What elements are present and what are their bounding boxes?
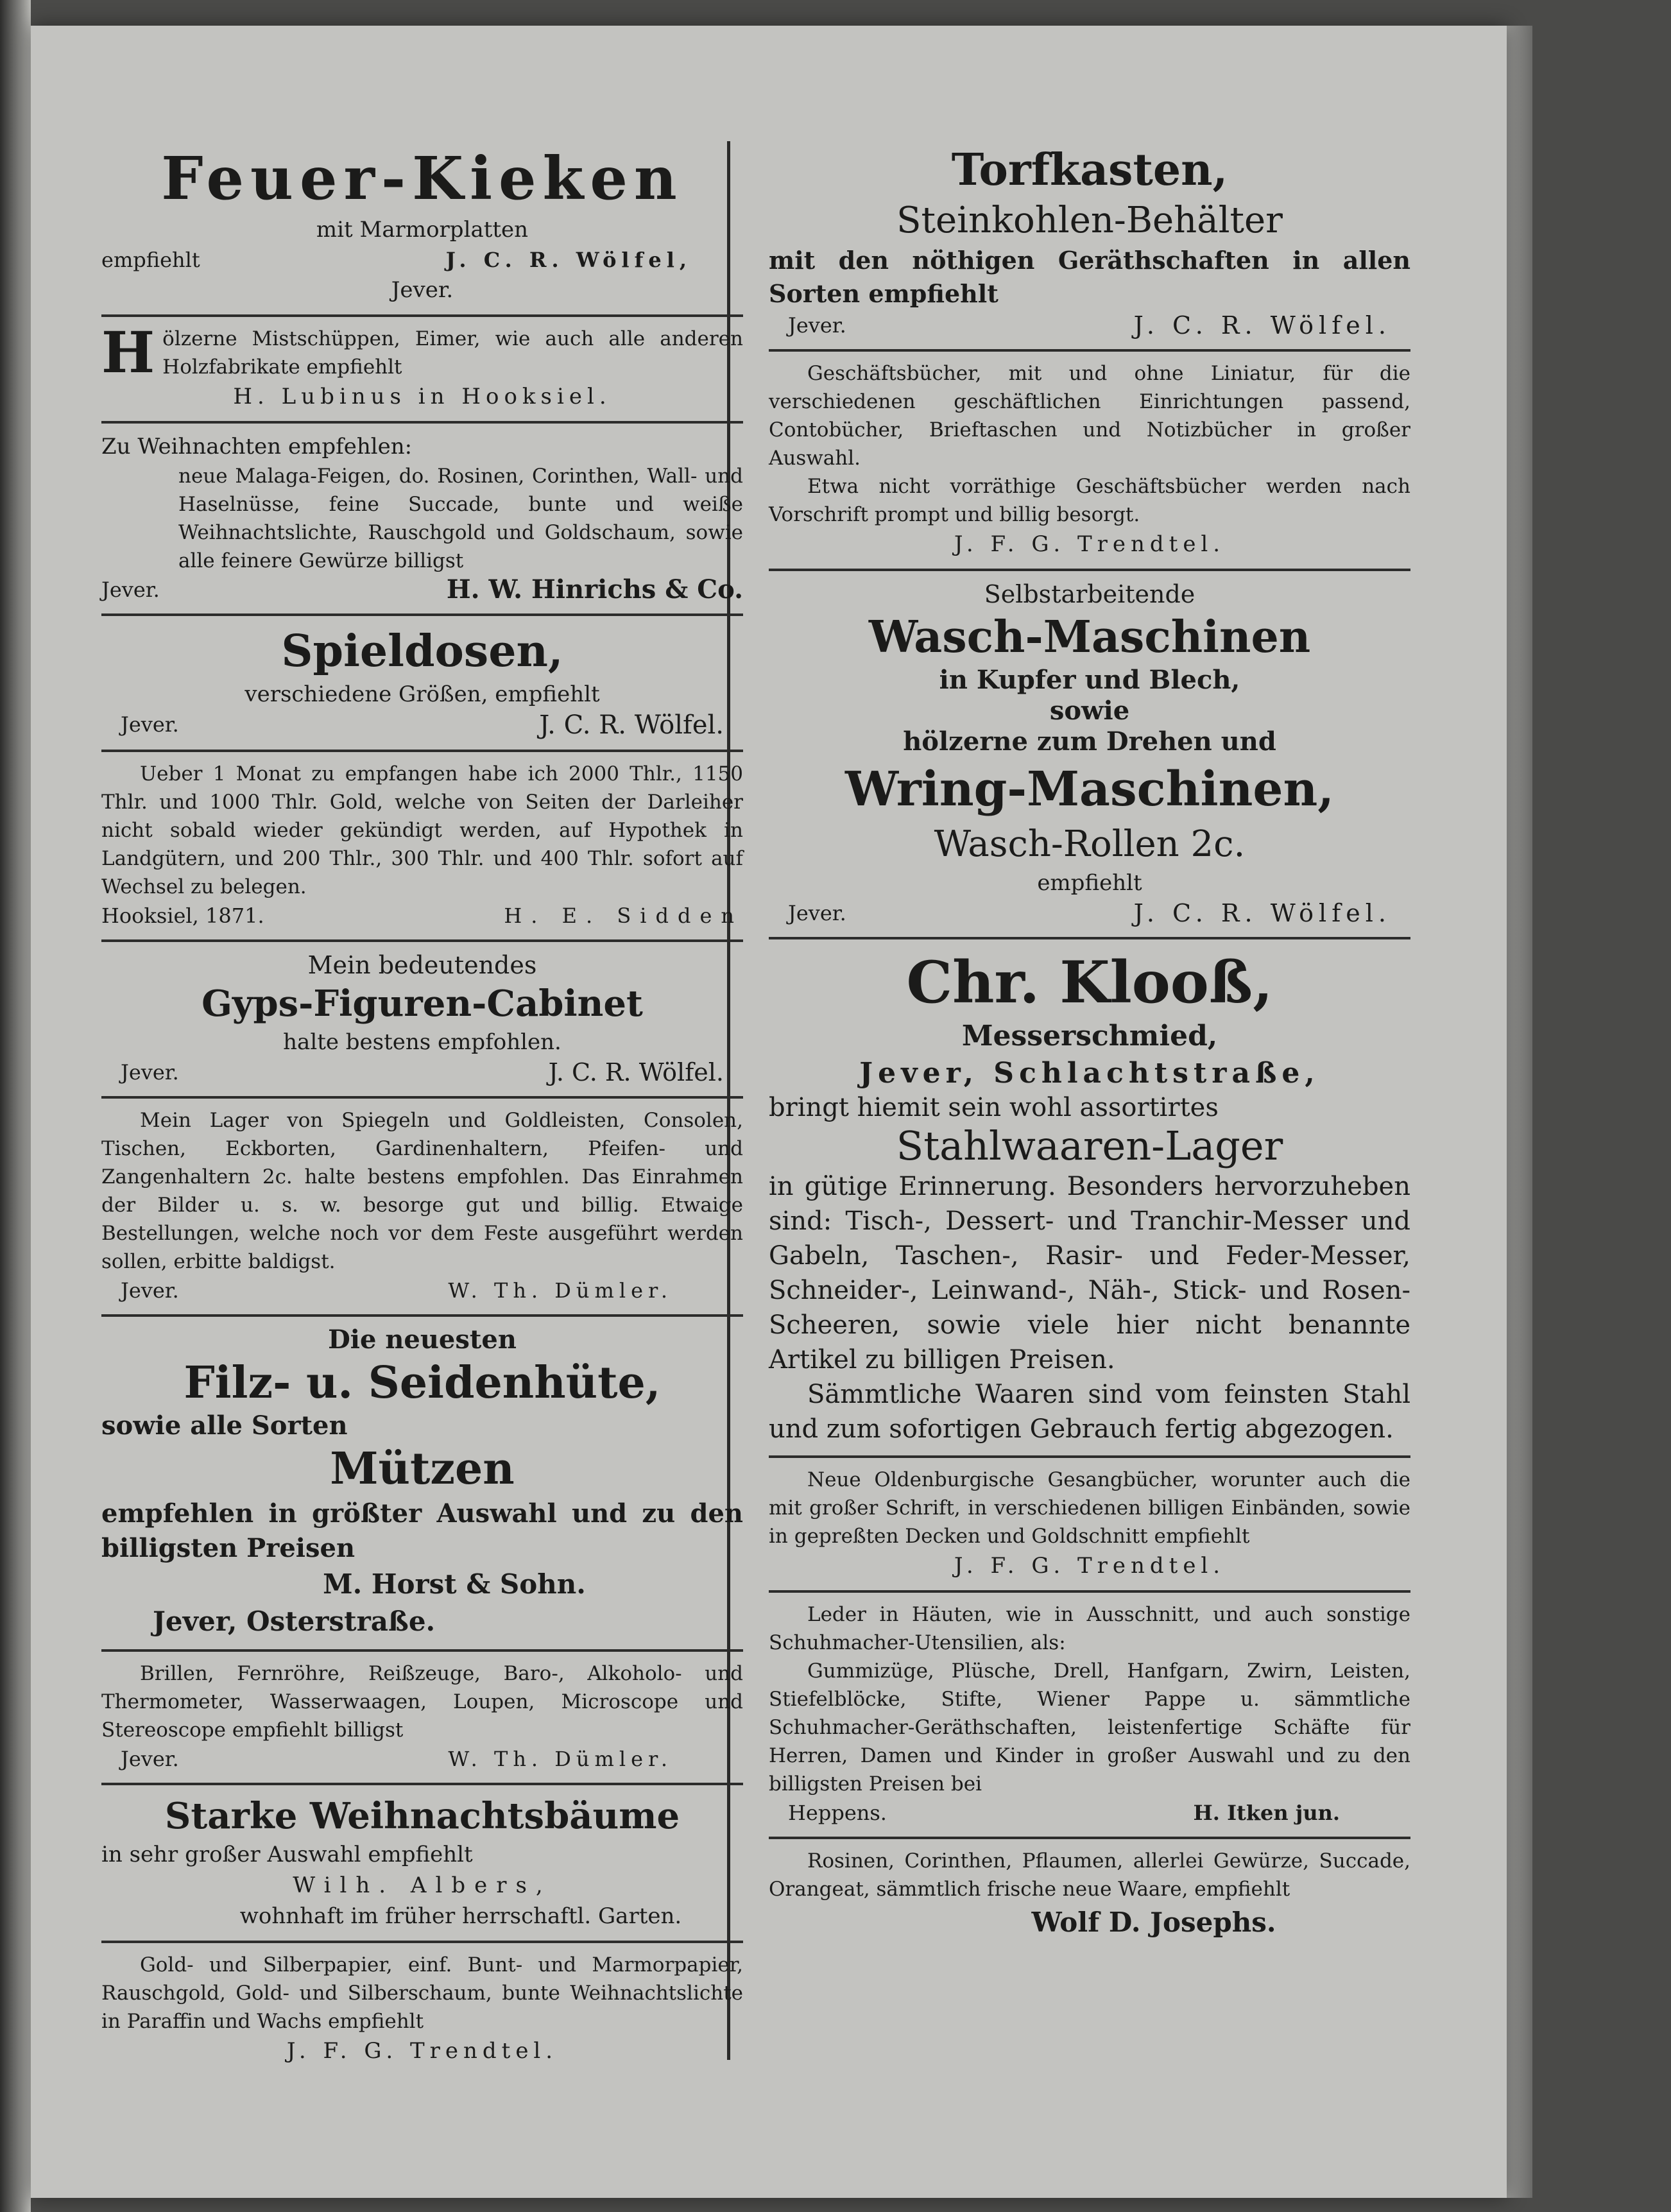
ad-signature: W. Th. Dümler. [448,1747,673,1771]
ad-text: Leder in Häuten, wie in Ausschnitt, und auch sonstige Schuhmacher-Utensilien, als: [769,1603,1410,1654]
ad-signature: H. E. Sidden [504,904,743,928]
ad-subtitle: halte bestens empfohlen. [283,1029,561,1055]
ad-title-2: Wring-Maschinen, [844,762,1335,817]
ad-signature: J. C. R. Wölfel. [539,710,724,740]
ad-spiegel [101,1099,743,1317]
ad-text: ölzerne Mistschüppen, Eimer, wie auch alle anderen Holzfabrikate empfiehlt [162,327,743,379]
ad-geschaeftsbuecher [769,352,1410,571]
ad-klooss [769,939,1410,1458]
ad-signature: Wilh. Albers, [293,1873,552,1898]
ad-subtitle: mit Marmorplatten [316,217,529,243]
ad-text: Brillen, Fernröhre, Reißzeuge, Baro-, Alkoholo- und Thermometer, Wasserwaagen, Loupen, Microscope und Stereoscope empfiehlt billigst [101,1662,743,1742]
ad-weihnachten [101,424,743,616]
ad-sign-row [101,1744,743,1774]
ad-body [101,325,743,381]
ad-sign-row [769,311,1410,340]
ad-title: Filz- u. Seidenhüte, [184,1357,661,1409]
ad-text: in gütige Erinnerung. Besonders hervorzuheben sind: Tisch-, Dessert- und Tranchir-Messer und Gabeln, Taschen-, Rasir- und Feder-Messer, Schneider-, Leinwand-, Näh-, Stick- und Rosen-Scheeren, sowie viele hier nicht benannte Artikel zu billigen Preisen. [769,1172,1410,1375]
ad-leder [769,1593,1410,1839]
ad-title-2: Steinkohlen-Behälter [896,200,1283,241]
book-spine [0,0,31,2212]
ad-title: Starke Weihnachtsbäume [164,1795,680,1837]
page-edge [1507,26,1532,2198]
ad-signature: Wolf D. Josephs. [1031,1907,1276,1938]
ad-subtitle: Messerschmied, [961,1020,1218,1052]
ad-signature: J. C. R. Wölfel, [445,248,692,272]
ad-line-3: hölzerne zum Drehen und [903,726,1276,757]
ad-seidenhuete [101,1317,743,1652]
ad-signature: W. Th. Dümler. [448,1278,673,1303]
right-column [769,135,1410,1951]
ad-place: Jever. [391,277,454,303]
ad-darlehen [101,752,743,942]
ad-sign-row [769,1798,1410,1828]
ad-text-2: Sämmtliche Waaren sind vom feinsten Stahl und zum sofortigen Gebrauch fertig abgezogen. [769,1380,1410,1444]
ad-rosinen [769,1839,1410,1951]
ad-title: Chr. Klooß, [906,948,1273,1016]
ad-place: Jever. [788,901,846,925]
ad-line-1: Jever, Schlachtstraße, [859,1057,1320,1090]
ad-signature: J. F. G. Trendtel. [286,2038,558,2064]
ad-place: Jever. [121,712,179,737]
ad-signature: J. C. R. Wölfel. [1133,311,1391,339]
ad-torfkasten [769,135,1410,352]
ad-signature: J. C. R. Wölfel. [548,1058,724,1086]
ad-text: neue Malaga-Feigen, do. Rosinen, Corinthen, Wall- und Haselnüsse, feine Succade, bunte und weiße Weihnachtslichte, Rauschgold und Goldschaum, sowie alle feinere Gewürze billigst [178,465,743,572]
ad-title-3: Wasch-Rollen 2c. [934,823,1246,865]
ad-sign-row [769,898,1410,928]
ad-signature: H. Itken jun. [1193,1801,1340,1825]
ad-subtitle: verschiedene Größen, empfiehlt [244,682,600,707]
ad-wasch-maschinen [769,571,1410,939]
ad-text: empfehlen in größter Auswahl und zu den billigsten Preisen [101,1498,743,1563]
ad-text: Ueber 1 Monat zu empfangen habe ich 2000 Thlr., 1150 Thlr. und 1000 Thlr. Gold, welche von Seiten der Darleiher nicht sobald wieder gekündigt werden, auf Hypothek in Landgütern, und 200 Thlr., 300 Thlr. und 400 Thlr. sofort auf Wechsel zu belegen. [101,762,743,898]
ad-place: Heppens. [788,1801,887,1825]
ad-text: Gold- und Silberpapier, einf. Bunt- und Marmorpapier, Rauschgold, Gold- und Silberschaum, bunte Weihnachtslichte in Paraffin und Wachs empfiehlt [101,1953,743,2033]
ad-gyps-figuren [101,942,743,1099]
ad-signature: H. W. Hinrichs & Co. [446,574,743,604]
ad-place: Jever, Osterstraße. [153,1606,436,1637]
ad-intro: Mein bedeutendes [307,951,537,979]
newspaper-page [31,26,1507,2198]
ad-place: Hooksiel, 1871. [101,904,264,928]
ad-gesangbuecher [769,1458,1410,1593]
ad-place: Jever. [121,1747,179,1771]
ad-signature-2: wohnhaft im früher herrschaftl. Garten. [239,1903,682,1929]
ad-weihnachtsbaeume [101,1785,743,1943]
ad-text: mit den nöthigen Geräthschaften in allen Sorten empfiehlt [769,246,1410,308]
ad-text-2: Gummizüge, Plüsche, Drell, Hanfgarn, Zwirn, Leisten, Stiefelblöcke, Stifte, Wiener Pappe u. sämmtliche Schuhmacher-Geräthschaften, leistenfertige Schäfte für Herren, Damen und Kinder in großer Auswahl und zu den billigsten Preisen bei [769,1659,1410,1796]
ad-initial: H [101,325,155,381]
ad-signature: H. Lubinus in Hooksiel. [233,384,612,409]
ad-title-2: Mützen [330,1443,515,1495]
ad-sign-row [101,901,743,930]
ad-place: Jever. [101,578,160,602]
ad-title: Feuer-Kieken [161,144,683,213]
ad-feuer-kieken [101,135,743,317]
ad-sign-row [101,1058,743,1087]
ad-sign-row [101,1276,743,1305]
ad-text-2: Etwa nicht vorräthige Geschäftsbücher werden nach Vorschrift prompt und billig besorgt. [769,475,1410,526]
ad-subtitle: empfiehlt [1037,870,1142,896]
left-column [101,135,743,2075]
ad-text: empfiehlt [101,248,200,272]
ad-text: Rosinen, Corinthen, Pflaumen, allerlei Gewürze, Succade, Orangeat, sämmtlich frische neue Waare, empfiehlt [769,1849,1410,1901]
ad-place: Jever. [121,1060,179,1085]
ad-title: Gyps-Figuren-Cabinet [201,982,643,1025]
ad-place: Jever. [788,313,846,338]
ad-brillen [101,1652,743,1785]
ad-intro: Zu Weihnachten empfehlen: [101,434,413,459]
ad-title: Torfkasten, [951,144,1228,196]
ad-text: Geschäftsbücher, mit und ohne Liniatur, für die verschiedenen geschäftlichen Einrichtungen passend, Contobücher, Brieftaschen und Notizbücher in großer Auswahl. [769,362,1410,470]
ad-spieldosen [101,616,743,752]
ad-signature: J. F. G. Trendtel. [954,531,1226,557]
ad-sign-row [101,245,743,275]
ad-signature: J. F. G. Trendtel. [954,1553,1226,1579]
ad-place: Jever. [121,1278,179,1303]
ad-holzfabrikate [101,317,743,424]
ad-title-2: Stahlwaaren-Lager [896,1122,1283,1169]
ad-title: Wasch-Maschinen [868,612,1311,663]
ad-goldpapier [101,1943,743,2075]
ad-intro: Selbstarbeitende [984,580,1195,608]
ad-signature: M. Horst & Sohn. [323,1568,586,1600]
ad-line-1: in Kupfer und Blech, [939,665,1240,695]
ad-sign-row [101,575,743,604]
ad-text: Mein Lager von Spiegeln und Goldleisten, Consolen, Tischen, Eckborten, Gardinenhaltern, Pfeifen- und Zangenhaltern 2c. halte bestens empfohlen. Das Einrahmen der Bilder u. s. w. besorge gut und billig. Etwaige Bestellungen, welche noch vor dem Feste ausgeführt werden sollen, erbitte baldigst. [101,1109,743,1273]
ad-line: sowie alle Sorten [101,1410,348,1441]
ad-signature: J. C. R. Wölfel. [1133,899,1391,927]
ad-intro: Die neuesten [328,1325,517,1355]
ad-line-2: sowie [1049,696,1130,726]
ad-line-2: bringt hiemit sein wohl assortirtes [769,1093,1219,1122]
ad-subtitle: in sehr großer Auswahl empfiehlt [101,1842,473,1867]
ad-text: Neue Oldenburgische Gesangbücher, worunter auch die mit großer Schrift, in verschiedenen billigen Einbänden, sowie in gepreßten Decken und Goldschnitt empfiehlt [769,1468,1410,1548]
ad-sign-row [101,710,743,741]
ad-title: Spieldosen, [281,626,563,677]
